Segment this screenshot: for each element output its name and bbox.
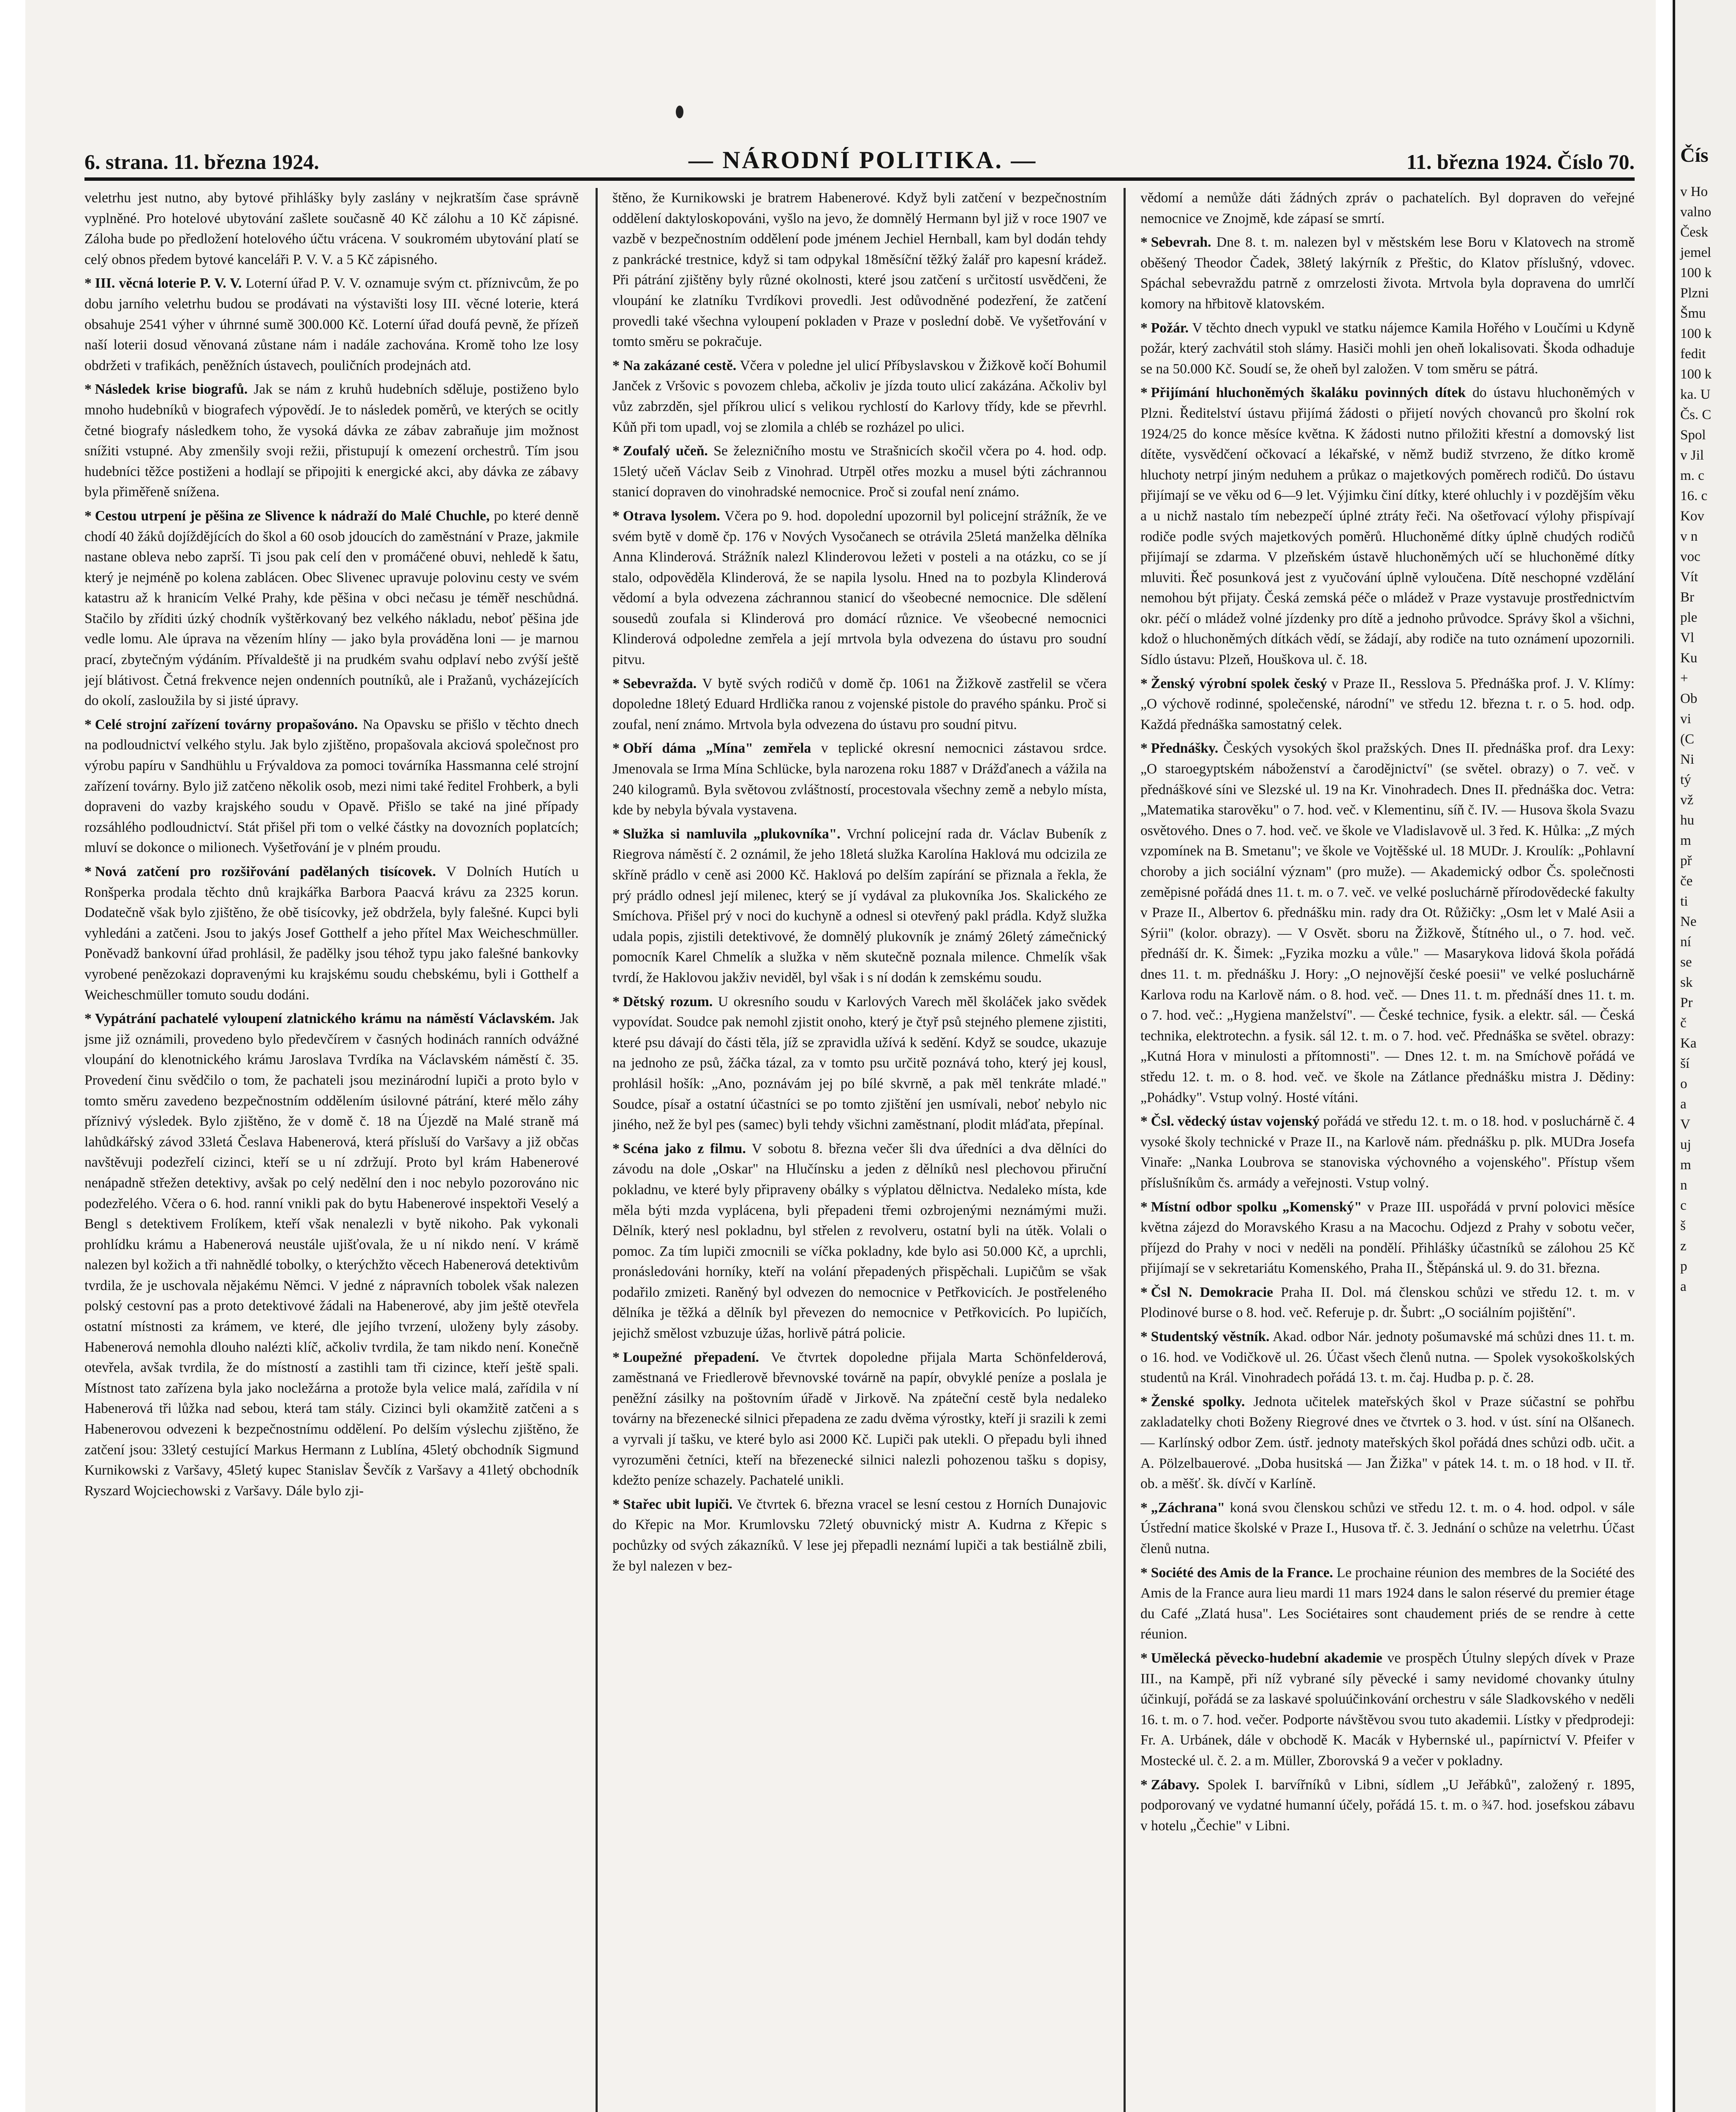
article-headline: Otrava lysolem. [623, 508, 720, 524]
article [612, 738, 1107, 820]
article [84, 188, 579, 270]
article [612, 824, 1107, 988]
article-bullet: * [84, 864, 92, 879]
adjacent-page-line: voc [1680, 549, 1701, 564]
adjacent-page-line: jemel [1680, 245, 1712, 260]
article-bullet: * [612, 826, 620, 842]
article-body: v Praze III. uspořádá v první polovici měsíce května zájezd do Moravského Krasu a na Macochu. Odjezd z Prahy v sobotu večer, příjezd do Prahy v noci v neděli na pondělí. Přihlášky účastníků se zálohou 25 Kč přijímají se v sekretariátu Komenského, Praha II., Štěpánská ul. 9. do 31. března. [1140, 1199, 1635, 1276]
article-bullet: * [1140, 1284, 1148, 1300]
article-bullet: * [1140, 1500, 1148, 1516]
article [612, 356, 1107, 438]
adjacent-page-line: Ob [1680, 691, 1698, 706]
article-bullet: * [1140, 1393, 1148, 1410]
adjacent-page-line: č [1680, 1015, 1687, 1031]
article [1140, 1197, 1635, 1279]
article-headline: III. věcná loterie P. V. V. [95, 275, 242, 291]
article [84, 862, 579, 1005]
article [1140, 1563, 1635, 1645]
adjacent-page-line: Čs. C [1680, 407, 1712, 422]
adjacent-page-line: vž [1680, 792, 1694, 808]
article-body: Jak jsme již oznámili, provedeno bylo předevčírem v časných hodinách ranních odvážné vloupání do klenotnického krámu Jaroslava Tvrdíka na Václavském náměstí č. 35. Provedení činu svědčilo o tom, že pachateli jsou mezinárodní lupiči a proto bylo v tomto směru zavedeno bezpečnostním oddělením úsilovné pátrání, které mělo záhy příznivý výsledek. Bylo zjištěno, že v domě č. 18 na Újezdě na Malé straně má lahůdkářský závod 33letá Česlava Habenerová, která přísluší do Varšavy a již občas navštěvuji podezřelí cizinci, kteří se u ní zdržují. Proto byl krám Habenerové nenápadně střežen detektivy, avšak po celý nedělní den i noc nebylo pozorováno nic podezřelého. Včera o 6. hod. ranní vnikli pak do bytu Habenerové inspektoři Veselý a Bengl s detektivem Frolíkem, kteří však nenalezli v bytě nikoho. Pak vykonali prohlídku krámu a Habenerová neustále ujišťovala, že u ní nikdo není. V krámě nalezen byl kožich a tři nahnědlé tobolky, o kterýchžto věcech Habenerová detektivům tvrdila, že je uschovala nějakému Němci. V jedné z nápravních tobolek však nalezen polský cestovní pas a proto detektivové žádali na Habenerové, aby jim ještě otevřela ostatní místnosti za krámem, ve které, dle jejího tvrzení, uloženy byly zásoby. Habenerová nemohla dlouho nalézti klíč, ačkoliv tvrdila, že tam nikdo není. Konečně otevřela, avšak tvrdila, že do místností a zastihli tam tři cizince, kteří ještě spali. Místnost tato zařízena byla jako nocležárna a protože byla velice malá, zařídila v ní Habenerová tři lůžka nad sebou, která tam stály. Cizinci byli okamžitě zatčeni a s Habenerovou odvezeni k bezpečnostnímu oddělení. Po delším výslechu zjištěno, že zatčení jsou: 33letý cestující Markus Hermann z Lublína, 45letý obchodník Sigmund Kurnikowski z Varšavy, 45letý kupec Stanislav Ševčík z Varšavy a 41letý obchodník Ryszard Wojciechowski z Varšavy. Dále bylo zji- [84, 1011, 579, 1499]
article-bullet: * [1140, 1199, 1148, 1215]
article-headline: Služka si namluvila „plukovníka". [623, 826, 841, 842]
article-body: Jak se nám z kruhů hudebních sděluje, postiženo bylo mnoho hudebníků v biografech výpovědí. Je to následek poměrů, ve kterých se ocitly četné biografy následkem toho, že vysoká dávka ze zábav zabraňuje jim možnost snížiti vstupné. Aby zmenšily svoji režii, přistupují k omezení orchestrů. Tím jsou hudebníci těžce postiženi a hodlají se připojiti k energické akci, aby dávka ze zábavy byla přiměřeně snížena. [84, 381, 579, 500]
article-bullet: * [612, 675, 620, 691]
article-body: Jednota učitelek mateřských škol v Praze súčastní se pohřbu zakladatelky choti Boženy Riegrové dnes ve čtvrtek o 3. hod. v úst. síní na Olšanech. — Karlínský odbor Zem. ústř. jednoty mateřských škol pořádá dnes schůzi odb. učit. a A. Pölzelbauerové. „Doba husitská — Jan Žižka" v pátek 14. t. m. o 18 hod. v II. tř. ob. a měšť. šk. dívčí v Karlíně. [1140, 1393, 1635, 1492]
article-body: ve prospěch Útulny slepých dívek v Praze III., na Kampě, při níž vybrané síly pěvecké i samy nevidomé chovanky útulny účinkují, pořádá se za laskavé spoluúčinkování orchestru v sále Sladkovského v neděli 16. t. m. o 7. hod. večer. Podporte návštěvou svou tuto akademii. Lístky v předprodeji: Fr. A. Urbánek, dále v obchodě K. Macák v Hybernské ul., papírnictví V. Pfeifer v Mostecké ul. č. 2. a m. Müller, Zborovská 9 a večer v pokladny. [1140, 1650, 1635, 1769]
article [1140, 383, 1635, 670]
article [1140, 1111, 1635, 1193]
article-bullet: * [612, 357, 620, 373]
article-bullet: * [84, 716, 92, 732]
article [1140, 674, 1635, 735]
adjacent-page-line: Pr [1680, 995, 1693, 1010]
adjacent-page-line: m [1680, 1157, 1691, 1173]
article-bullet: * [1140, 234, 1148, 250]
article-body: Akad. odbor Nár. jednoty pošumavské má schůzi dnes 11. t. m. o 16. hod. ve Vodičkově ul. 26. Účast všech členů nutna. — Spolek vysokoškolských studentů na Král. Vinohradech pořádá 13. t. m. čaj. Hudba p. p. č. 28. [1140, 1329, 1635, 1386]
adjacent-page-line: a [1680, 1097, 1687, 1112]
adjacent-page-line: Kov [1680, 509, 1704, 524]
article-body: Ve čtvrtek 6. března vracel se lesní cestou z Horních Dunajovic do Křepic na Mor. Krumlovsku 72letý obuvnický mistr A. Kudrna z Křepic s pochůzky od svých zákazníků. V lese jej přepadli neznámí lupiči a tak bestiálně zbili, že byl nalezen v bez- [612, 1496, 1107, 1574]
adjacent-page-line: v Jil [1680, 448, 1704, 463]
article-headline: Na zakázané cestě. [623, 357, 737, 373]
article-headline: „Záchrana" [1151, 1500, 1225, 1516]
article-headline: Stařec ubit lupiči. [623, 1496, 733, 1512]
adjacent-page-line: m [1680, 833, 1691, 848]
adjacent-page-line: př [1680, 853, 1692, 868]
article-bullet: * [1140, 385, 1148, 401]
article-headline: Následek krise biografů. [95, 381, 248, 397]
article [84, 1009, 579, 1501]
article-headline: Ženské spolky. [1151, 1393, 1245, 1410]
adjacent-page-line: ší [1680, 1056, 1690, 1071]
article-body: Praha II. Dol. má členskou schůzi ve středu 12. t. m. v Plodinové burse o 8. hod. več. Referuje p. dr. Šubrt: „O sociálním pojištění". [1140, 1284, 1635, 1321]
article-body: po které denně chodí 40 žáků dojíždějících do škol a 60 osob jdoucích do zaměstnání v Praze, jakmile nastane obleva nebo zaprší. Ti jsou pak celí den v promáčené obuvi, nehledě k šatu, který je nejméně po kolena zablácen. Obec Slivenec upravuje polovinu cesty ve svém katastru až k hranicím Velké Prahy, kde pěšina v obci nečasu je téměř neschůdná. Stačilo by zříditi úzký chodník vyštěrkovaný bez velkého nákladu, neboť pěšina jde vedle lomu. Ale úprava na vězením hlíny — jako byla prováděna loni — je marnou prací, zbytečným výdáním. Přívaldeště ji na prudkém svahu odplaví nebo zvýší ještě její blátivost. Četná frekvence nejen ondenních poutníků, ale i Pražanů, vycházejících do okolí, zasloužila by si jisté úpravy. [84, 508, 579, 709]
ink-mark [676, 106, 683, 118]
article-bullet: * [84, 508, 92, 524]
adjacent-page-line: v n [1680, 529, 1698, 544]
adjacent-page-line: š [1680, 1218, 1686, 1233]
article [1140, 1282, 1635, 1323]
column-1 [84, 188, 579, 2112]
article-headline: Čsl. vědecký ústav vojenský [1151, 1113, 1320, 1129]
article [84, 379, 579, 503]
article [612, 674, 1107, 735]
article-bullet: * [1140, 320, 1148, 336]
article-body: V bytě svých rodičů v domě čp. 1061 na Žižkově zastřelil se včera dopoledne 18letý Eduard Hrdlička ranou z vojenské pistole do pravého spánku. Proč si zoufal, není známo. Mrtvola byla odvezena do ústavu pro soudní pitvu. [612, 675, 1107, 732]
article-body: Na Opavsku se přišlo v těchto dnech na podloudnictví velkého stylu. Jak bylo zjištěno, propašovala akciová společnost pro výrobu papíru v Sandhühlu u Frývaldova za pomoci továrníka Hassmanna celé strojní zařízení továrny. Bylo již zatčeno několik osob, mezi nimi také ředitel Frohberk, a byli dopraveni do vazby krajského soudu v Opavě. Přišlo se také na jiné případy rozsáhlého podloudnictví. Stát přišel při tom o velké částky na dovozních poplatcích; mluví se dokonce o milionech. Vyšetřování je v plném proudu. [84, 716, 579, 856]
adjacent-page-line: uj [1680, 1137, 1691, 1152]
adjacent-page-line: valno [1680, 204, 1712, 220]
adjacent-page-line: m. c [1680, 468, 1704, 483]
article-headline: Místní odbor spolku „Komenský" [1151, 1199, 1362, 1215]
article-bullet: * [1140, 675, 1148, 691]
article-bullet: * [612, 443, 620, 459]
article-headline: Zoufalý učeň. [623, 443, 708, 459]
article [1140, 1392, 1635, 1494]
adjacent-page-line: Plzni [1680, 286, 1709, 301]
article-headline: Sebevražda. [623, 675, 697, 691]
adjacent-page-line: a [1680, 1279, 1687, 1294]
adjacent-page-line: n [1680, 1178, 1687, 1193]
article-bullet: * [612, 508, 620, 524]
adjacent-page-line: Ku [1680, 650, 1698, 666]
article-bullet: * [1140, 740, 1148, 757]
article-headline: Obří dáma „Mína" zemřela [623, 740, 811, 757]
article-headline: Loupežné přepadení. [623, 1349, 759, 1365]
article-body: V sobotu 8. března večer šli dva úředníci a dva dělníci do závodu na dole „Oskar" na Hlučínsku a jeden z dělníků nesl plechovou přiruční pokladnu, ve které byly připraveny obálky s výplatou dělnictva. Nedaleko místa, kde měla býti mzda vyplácena, byli přepadeni třemi ozbrojenými neznámými muži. Dělník, který nesl pokladnu, byl střelen z revolveru, ostatní byli na útěk. Volali o pomoc. Za tím lupiči zmocnili se víčka pokladny, kde bylo asi 50.000 Kč, a uprchli, pronásledováni horníky, kteří na volání přepadených přispěchali. Lupičům se však podařilo zmizeti. Raněný byl odvezen do nemocnice v Petřkovicích. Je postřeleného dělníka je těžká a dělník byl převezen do nemocnice v Petřkovicích. Po lupičích, jejichž smělost vzbuzuje úžas, horlivě pátrá policie. [612, 1140, 1107, 1342]
article [1140, 188, 1635, 229]
adjacent-page-line: Vít [1680, 569, 1698, 585]
adjacent-page-line: ka. U [1680, 387, 1711, 402]
adjacent-page-line: Ne [1680, 914, 1697, 929]
article-bullet: * [1140, 1565, 1148, 1581]
article [612, 992, 1107, 1135]
adjacent-page-line: p [1680, 1259, 1687, 1274]
article [612, 1139, 1107, 1344]
adjacent-page-line: 100 k [1680, 367, 1712, 382]
masthead-page-date: 6. strana. 11. března 1924. [84, 150, 319, 174]
article [84, 715, 579, 858]
adjacent-page-line: + [1680, 671, 1688, 686]
article-body: V Dolních Hutích u Ronšperka prodala těchto dnů krajkářka Barbora Paacvá krávu za 2325 korun. Dodatečně však bylo zjištěno, že obě tisícovky, jež obdržela, byly falešné. Kupci byli vyhledáni a zatčeni. Jsou to jakýs Josef Gotthelf a jeho přítel Max Weicheschmüller. Poněvadž bankovní úřad prohlásil, že padělky jsou téhož typu jako falešné bankovky vyrobené penězokazi dopravenými ku krajskému soudu chebskému, byli i Gotthelf a Weicheschmüller tomuto soudu dodáni. [84, 864, 579, 1003]
article-bullet: * [84, 381, 92, 397]
adjacent-page-line: c [1680, 1198, 1687, 1213]
article-bullet: * [1140, 1650, 1148, 1666]
adjacent-page-line: (C [1680, 732, 1694, 747]
article-headline: Ženský výrobní spolek český [1151, 675, 1327, 691]
adjacent-page-line: o [1680, 1076, 1687, 1091]
article-headline: Umělecká pěvecko-hudební akademie [1151, 1650, 1382, 1666]
adjacent-page-text [1680, 182, 1735, 1297]
adjacent-page-line: sk [1680, 975, 1693, 990]
article-headline: Nová zatčení pro rozšiřování padělaných tisícovek. [95, 864, 436, 879]
header-rule [84, 177, 1635, 181]
article-bullet: * [612, 1349, 620, 1365]
adjacent-page-line: Br [1680, 590, 1694, 605]
article-body: Ve čtvrtek dopoledne přijala Marta Schönfelderová, zaměstnaná ve Friedlerově břevnovské továrně na papír, obvyklé peníze a poslala je peněžní zásilky na poštovním úřadě v Jirkově. Na zpáteční cestě byla nedaleko továrny na březenecké silnici přepadena ze zadu dvěma výrostky, kteří ji srazili k zemi a vyrvali jí tašku, ve které bylo asi 2000 Kč. Lupiči pak utekli. O přepadu byli ihned vyrozuměni četníci, kteří na březenecké silnici nalezli pohozenou tašku s dopisy, kdežto peníze schazely. Pachatelé unikli. [612, 1349, 1107, 1489]
article-headline: Vypátrání pachatelé vyloupení zlatnického krámu na náměstí Václavském. [95, 1011, 555, 1027]
article-bullet: * [612, 1140, 620, 1157]
adjacent-page-header: Čís [1680, 144, 1709, 166]
article-bullet: * [1140, 1329, 1148, 1345]
article-headline: Celé strojní zařízení továrny propašováno. [95, 716, 358, 732]
article-headline: Cestou utrpení je pěšina ze Slivence k nádraží do Malé Chuchle, [95, 508, 490, 524]
article-columns [84, 188, 1635, 2112]
article-body: Loterní úřad P. V. V. oznamuje svým ct. příznivcům, že po dobu jarního veletrhu budou se prodávati na výstavišti losy III. věcné loterie, která obsahuje 2541 výher v úhrnné sumě 300.000 Kč. Loterní úřad doufá pevně, že přízeň naší loterii dosud věnovaná zůstane nám i nadále zachována. Kromě toho lze losy obdržeti v trafikách, peněžních ústavech, pouličních prodejnách atd. [84, 275, 579, 373]
adjacent-page-line: Ka [1680, 1036, 1697, 1051]
adjacent-page-line: Ni [1680, 752, 1694, 767]
article-headline: Čsl N. Demokracie [1151, 1284, 1273, 1300]
article-body: veletrhu jest nutno, aby bytové přihlášky byly zaslány v nejkratším čase správně vyplněné. Pro hotelové ubytování zašlete současně 40 Kč zálohu a 10 Kč zápisné. Záloha bude po předložení hotelového účtu vrácena. V soukromém ubytování platí se celý obnos předem bytové kanceláři P. V. V. a 5 Kč zápisného. [84, 190, 579, 267]
article-body: V těchto dnech vypukl ve statku nájemce Kamila Hořého v Loučími u Kdyně požár, který zachvátil stoh slámy. Hasiči mohli jen oheň lokalisovati. Škoda odhaduje se na 50.000 Kč. Soudí se, že oheň byl založen. V tom směru se pátrá. [1140, 320, 1635, 377]
article [612, 1347, 1107, 1491]
article-body: U okresního soudu v Karlových Varech měl školáček jako svědek vypovídat. Soudce pak nemohl zjistit onoho, který je čtyř psů stejného plemene zjistiti, které psu dávají do části těla, jíž se zpravidla užívá k sedění. Když se soudce, ukazuje na jednoho ze psů, žáčka tázal, za v tomto psu určitě poznává toho, který jej kousl, prohlásil hošík: „Ano, poznávám jej po bílé skvrně, a pak měl tenkráte mladé." Soudce, písař a ostatní účastníci se po tomto zjištění jen usmívali, neboť nebylo nic jiného, než že byl pes (samec) byli tehdy všichni zaměstnaní, plodit mláďata, přepínal. [612, 993, 1107, 1133]
article [1140, 1648, 1635, 1772]
article [1140, 232, 1635, 314]
adjacent-page-line: 16. c [1680, 488, 1708, 504]
adjacent-page-line: fedit [1680, 346, 1706, 362]
adjacent-page-line: 100 k [1680, 265, 1712, 280]
article-body: v teplické okresní nemocnici zástavou srdce. Jmenovala se Irma Mína Schlücke, byla narozena roku 1887 v Drážďanech a vážila na 240 kilogramů. Byla světovou zvláštností, procestovala všechny země a nebylo místa, kde by nebyla bývala vystavena. [612, 740, 1107, 818]
adjacent-page-line: tý [1680, 772, 1691, 787]
column-3 [1140, 188, 1635, 2112]
article [612, 506, 1107, 670]
masthead [84, 136, 1635, 174]
article-bullet: * [84, 1011, 92, 1027]
article-bullet: * [1140, 1113, 1148, 1129]
adjacent-page-line: ple [1680, 610, 1698, 625]
article-headline: Dětský rozum. [623, 993, 713, 1010]
article-body: vědomí a nemůže dáti žádných zpráv o pachatelích. Byl dopraven do veřejné nemocnice ve Znojmě, kde zápasí se smrtí. [1140, 190, 1635, 226]
article-bullet: * [1140, 1777, 1148, 1793]
adjacent-page-edge [1673, 0, 1736, 2112]
adjacent-page-line: hu [1680, 813, 1694, 828]
column-2 [612, 188, 1107, 2112]
adjacent-page-line: 100 k [1680, 326, 1712, 341]
adjacent-page-line: Česk [1680, 225, 1708, 240]
article [612, 1494, 1107, 1576]
article [1140, 1498, 1635, 1560]
adjacent-page-line: Spol [1680, 427, 1706, 443]
article-body: v Praze II., Resslova 5. Přednáška prof. J. V. Klímy: „O výchově rodinné, společenské, národní" ve středu 12. března t. r. o 5. hod. odp. Každá přednáška samostatný celek. [1140, 675, 1635, 732]
article-body: Včera v poledne jel ulicí Příbyslavskou v Žižkově kočí Bohumil Janček z Vršovic s povozem chleba, ačkoliv je jízda touto ulicí zakázána. Ačkoliv byl vůz zabrzděn, sjel příkrou ulicí s velikou rychlostí do Karlovy třídy, kde se převrhl. Kůň při tom upadl, voj se zlomila a chléb se rozházel po ulici. [612, 357, 1107, 435]
masthead-issue: 11. března 1924. Číslo 70. [1406, 150, 1635, 174]
article-headline: Zábavy. [1151, 1777, 1200, 1793]
article [612, 441, 1107, 503]
article-bullet: * [84, 275, 92, 291]
article-bullet: * [612, 1496, 620, 1512]
adjacent-page-line: Šmu [1680, 306, 1706, 321]
masthead-title: — NÁRODNÍ POLITIKA. — [688, 146, 1037, 174]
article [1140, 738, 1635, 1108]
article-bullet: * [612, 740, 620, 757]
adjacent-page-line: ti [1680, 894, 1688, 909]
article-body: koná svou členskou schůzi ve středu 12. t. m. o 4. hod. odpol. v sále Ústřední matice školské v Praze I., Husova tř. č. 3. Jednání o schůze na veletrhu. Účast členů nutna. [1140, 1500, 1635, 1557]
article [612, 188, 1107, 352]
article-headline: Studentský věstník. [1151, 1329, 1270, 1345]
article-body: Vrchní policejní rada dr. Václav Bubeník z Riegrova náměstí č. 2 oznámil, že jeho 18letá služka Karolína Haklová mu odcizila ze skříně prádlo v ceně asi 2000 Kč. Haklová po delším zapírání se přiznala a řekla, že prý prádlo odnesl její milenec, který se jí vydával za plukovníka Jos. Skalického ze Smíchova. Přišel prý v noci do kuchyně a odnesl si otevřený pakl prádla. Když služka udala popis, zjistili detektivové, že domnělý plukovník je známý 26letý zámečnický pomocník Karel Chmelík a služka v něm skutečně poznala milence. Chmelík však tvrdí, že Haklovou jakživ neviděl, byl však i s ní dodán k zemskému soudu. [612, 826, 1107, 985]
article-body: Včera po 9. hod. dopolední upozornil byl policejní strážník, že ve svém bytě v domě čp. 176 v Nových Vysočanech se otrávila 25letá manželka dělníka Anna Klinderová. Strážník nalezl Klinderovou ležeti v posteli a na otázku, co se jí stalo, odpověděla Klinderová, že se napila lysolu. Hned na to pozbyla Klinderová vědomí a byla odvezena záchrannou stanicí do všeobecné nemocnice. Dle sdělení sousedů zoufala si Klinderová pro domácí různice. Ve všeobecné nemocnici Klinderová odpoledne zemřela a její mrtvola byla odvezena do ústavu pro soudní pitvu. [612, 508, 1107, 668]
article-headline: Přednášky. [1151, 740, 1219, 757]
page-gutter [1656, 0, 1673, 2112]
adjacent-page-line: Vl [1680, 630, 1694, 645]
article-headline: Přijímání hluchoněmých škaláku povinných dítek [1151, 385, 1466, 401]
article-body: Se železničního mostu ve Strašnicích skočil včera po 4. hod. odp. 15letý učeň Václav Seib z Vinohrad. Utrpěl otřes mozku a musel býti záchrannou stanicí dopraven do vinohradské nemocnice. Proč si zoufal není známo. [612, 443, 1107, 500]
article [1140, 1775, 1635, 1837]
article-headline: Požár. [1151, 320, 1189, 336]
adjacent-page-line: se [1680, 955, 1692, 970]
article-body: Dne 8. t. m. nalezen byl v městském lese Boru v Klatovech na stromě oběšený Theodor Čadek, 38letý lakýrník z Přeštic, do Klatov příslušný, vdovec. Spáchal sebevraždu patrně z omrzelosti života. Mrtvola byla dopravena do umrlčí komory na hřbitově klatovském. [1140, 234, 1635, 312]
article-body: Českých vysokých škol pražských. Dnes II. přednáška prof. dra Lexy: „O staroegyptském náboženství a čarodějnictví" (se světel. obrazy) o 7. več. v přednáškové síni ve Slezské ul. 19 na Kr. Vinohradech. Dnes II. přednáška doc. Vetra: „Matematika starověku" o 7. hod. več. v Klementinu, síň č. IV. — Husova škola Svazu osvětového. Dnes o 7. hod. več. ve škole ve Vladislavově ul. 3 řed. K. Hůlka: „Z mých vzpomínek na B. Smetanu"; ve škole ve Vojtěšské ul. 18 MUDr. J. Kroulík: „Pohlavní choroby a jich sociální význam" (pro muže). — Akademický odbor Čs. společnosti zeměpisné pořádá dnes 11. t. m. o 7. več. ve velké posluchárně přírodovědecké fakulty v Praze II., Albertov 6. přednášku min. rady dra Ot. Růžičky: „Osm let v Malé Asii a Sýrii" (kolor. obrazy). — V Osvět. sboru na Žižkově, Štítného ul., o 7. hod. več. přednáší dr. K. Šimek: „Fyzika mozku a vůle." — Masarykova lidová škola pořádá dnes 11. t. m. přednášku J. Hory: „O nejnovější české poesii" ve velké posluchárně Karlova rodu na Karlově nám. o 8. hod. več. — Dnes 11. t. m. přednáší dnes 11. t. m. o 7. hod. več.: „Hygiena manželství". — České technice, fysik. a elektr. sál. — Česká technika, elektrotechn. a fysik. sál 12. t. m. o 7. hod. več. Přednáška se světel. obrazy: „Kutná Hora v minulosti a přítomnosti". — Dnes 12. t. m. na Smíchově pořádá ve středu 12. t. m. o 8. hod. več. ve škole na Zátlance přednášku mistra J. Dědiny: „Pohádky". Vstup volný. Hosté vítáni. [1140, 740, 1635, 1105]
article-headline: Société des Amis de la France. [1151, 1565, 1333, 1581]
article [84, 273, 579, 376]
adjacent-page-line: vi [1680, 711, 1691, 727]
article-body: Le prochaine réunion des membres de la Société des Amis de la France aura lieu mardi 11 mars 1924 dans le salon réservé du premier étage du Café „Zlatá husa". Les Sociétaires sont chaudement priés de se rendre à cette réunion. [1140, 1565, 1635, 1642]
article [84, 506, 579, 711]
article [1140, 318, 1635, 380]
adjacent-page-line: če [1680, 874, 1693, 889]
adjacent-page-line: z [1680, 1238, 1687, 1254]
adjacent-page-line: V [1680, 1117, 1690, 1132]
article-headline: Scéna jako z filmu. [623, 1140, 746, 1157]
adjacent-page-line: v Ho [1680, 184, 1708, 199]
article-body: štěno, že Kurnikowski je bratrem Habenerové. Když byli zatčení v bezpečnostním oddělení daktyloskopováni, vyšlo na jevo, že domnělý Hermann byl již v roce 1907 ve vazbě v bezpečnostním oddělení pode jménem Jechiel Hernball, kam byl dodán tehdy z pankrácké trestnice, když si tam odpykal 18měsíční těžký žalář pro kapesní krádež. Při pátrání zjištěny byly různé okolnosti, které jsou zatčení s určitostí usvědčeni, že vloupání ke zlatníku Tvrdíkovi provedli. Jest odůvodněné podezření, že zatčení provedli také všechna vyloupení pokladen v Praze v poslední době. Ve vyšetřování v tomto směru se pokračuje. [612, 190, 1107, 350]
article-headline: Sebevrah. [1151, 234, 1211, 250]
adjacent-page-line: ní [1680, 934, 1691, 950]
article-bullet: * [612, 993, 620, 1010]
article-body: do ústavu hluchoněmých v Plzni. Ředitelství ústavu přijímá žádosti o přijetí nových chovanců pro školní rok 1924/25 do konce měsíce května. K žádosti nutno přiložiti křestní a domovský list dítěte, vysvědčení očkovací a lékařské, v němž budiž stvrzeno, že dítko kromě hluchoty netrpí jiným neduhem a průkaz o majetkových poměrech rodičů. Do ústavu přijímají se ve věku od 6—9 let. Výjimku činí dítky, které ohluchly i v pozdějším věku a u nichž nastalo tím nebezpečí úplné ztráty řeči. Na ošetřovací výlohy přispívají rodiče podle svých majetkových poměrů. Hluchoněmé dítky úplně chudých rodičů přijímají se zdarma. V plzeňském ústavě hluchoněmých učí se hluchoněmé dítky mluviti. Řeč posunková jest z vyučování úplně vyloučena. Dítě neschopné vzdělání nemohou být přijaty. Česká zemská péče o mládež v Praze vystavuje prostřednictvím okr. péčí o mládež volné jízdenky pro dítě a jednoho průvodce. Správy škol a všichni, kdož o hluchoněmých dítkách vědí, se žádají, aby rodiče na tuto oznámení upozornili. Sídlo ústavu: Plzeň, Houškova ul. č. 18. [1140, 385, 1635, 668]
article [1140, 1327, 1635, 1388]
article-body: pořádá ve středu 12. t. m. o 18. hod. v posluchárně č. 4 vysoké školy technické v Praze II., na Karlově nám. přednášku p. plk. MUDra Josefa Vinaře: „Nanka Loubrova se stanoviska výchovného a vojenského". Přístup všem příslušníkům čs. armády a veřejnosti. Vstup volný. [1140, 1113, 1635, 1191]
article-body: Spolek I. barvířníků v Libni, sídlem „U Jeřábků", založený r. 1895, podporovaný ve vydatné humanní účely, pořádá 15. t. m. o ¾7. hod. josefskou zábavu v hotelu „Čechie" v Libni. [1140, 1777, 1635, 1834]
